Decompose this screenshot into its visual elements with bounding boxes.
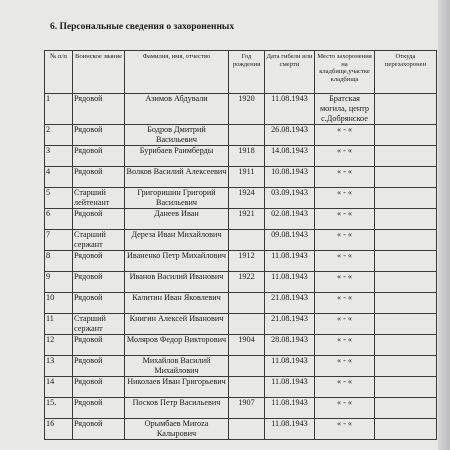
cell-year: 1907 bbox=[229, 398, 265, 419]
cell-num: 16 bbox=[45, 419, 73, 440]
cell-rank: Рядовой bbox=[73, 356, 125, 377]
cell-date: 11.08.1943 bbox=[265, 94, 315, 125]
cell-origin bbox=[375, 209, 437, 230]
cell-name: Азимов Абдували bbox=[125, 94, 229, 125]
cell-year: 1904 bbox=[229, 335, 265, 356]
cell-origin bbox=[375, 146, 437, 167]
cell-date: 11.08.1943 bbox=[265, 419, 315, 440]
cell-rank: Рядовой bbox=[73, 94, 125, 125]
table-row bbox=[45, 272, 437, 293]
cell-place: « - « bbox=[315, 293, 375, 314]
cell-rank: Рядовой bbox=[73, 125, 125, 146]
cell-rank: Старший лейтенант bbox=[73, 188, 125, 209]
cell-num: 3 bbox=[45, 146, 73, 167]
cell-origin bbox=[375, 314, 437, 335]
table-row bbox=[45, 356, 437, 377]
cell-place: « - « bbox=[315, 272, 375, 293]
table-row bbox=[45, 94, 437, 125]
cell-date: 28.08.1943 bbox=[265, 335, 315, 356]
cell-num: 8 bbox=[45, 251, 73, 272]
cell-year: 1911 bbox=[229, 167, 265, 188]
cell-num: 15. bbox=[45, 398, 73, 419]
table-row bbox=[45, 398, 437, 419]
cell-date: 09.08.1943 bbox=[265, 230, 315, 251]
table-row bbox=[45, 125, 437, 146]
cell-rank: Рядовой bbox=[73, 167, 125, 188]
cell-year bbox=[229, 314, 265, 335]
col-header-origin: Откуда перезахоронен bbox=[375, 51, 437, 94]
cell-date: 11.08.1943 bbox=[265, 356, 315, 377]
cell-rank: Старший сержант bbox=[73, 314, 125, 335]
cell-place: « - « bbox=[315, 209, 375, 230]
cell-year: 1912 bbox=[229, 251, 265, 272]
cell-num: 14 bbox=[45, 377, 73, 398]
table-row bbox=[45, 335, 437, 356]
table-row bbox=[45, 251, 437, 272]
cell-year: 1924 bbox=[229, 188, 265, 209]
cell-place: « - « bbox=[315, 251, 375, 272]
cell-date: 11.08.1943 bbox=[265, 251, 315, 272]
table-row bbox=[45, 314, 437, 335]
cell-origin bbox=[375, 188, 437, 209]
col-header-year: Год рождения bbox=[229, 51, 265, 94]
cell-num: 7 bbox=[45, 230, 73, 251]
cell-rank: Рядовой bbox=[73, 209, 125, 230]
cell-origin bbox=[375, 272, 437, 293]
cell-rank: Рядовой bbox=[73, 335, 125, 356]
cell-place: « - « bbox=[315, 377, 375, 398]
cell-date: 11.08.1943 bbox=[265, 377, 315, 398]
cell-name: Волков Василий Алексеевич bbox=[125, 167, 229, 188]
cell-origin bbox=[375, 356, 437, 377]
cell-place: « - « bbox=[315, 314, 375, 335]
cell-origin bbox=[375, 251, 437, 272]
cell-num: 12 bbox=[45, 335, 73, 356]
table-row bbox=[45, 146, 437, 167]
cell-num: 4 bbox=[45, 167, 73, 188]
cell-num: 9 bbox=[45, 272, 73, 293]
cell-date: 02.08.1943 bbox=[265, 209, 315, 230]
cell-num: 11 bbox=[45, 314, 73, 335]
cell-year bbox=[229, 230, 265, 251]
cell-year bbox=[229, 125, 265, 146]
cell-rank: Рядовой bbox=[73, 251, 125, 272]
cell-date: 03.09.1943 bbox=[265, 188, 315, 209]
cell-year bbox=[229, 377, 265, 398]
cell-origin bbox=[375, 94, 437, 125]
section-heading: 6. Персональные сведения о захороненных bbox=[50, 22, 235, 32]
cell-date: 10.08.1943 bbox=[265, 167, 315, 188]
cell-name: Калитин Иван Яковлевич bbox=[125, 293, 229, 314]
cell-rank: Рядовой bbox=[73, 146, 125, 167]
cell-name: Книгин Алексей Иванович bbox=[125, 314, 229, 335]
cell-place: « - « bbox=[315, 167, 375, 188]
cell-year: 1921 bbox=[229, 209, 265, 230]
cell-name: Иваненко Петр Михайлович bbox=[125, 251, 229, 272]
cell-place: Братская могила, центр с.Добрянское bbox=[315, 94, 375, 125]
table-row bbox=[45, 377, 437, 398]
cell-rank: Рядовой bbox=[73, 272, 125, 293]
cell-rank: Старший сержант bbox=[73, 230, 125, 251]
cell-date: 14.08.1943 bbox=[265, 146, 315, 167]
col-header-name: Фамилия, имя, отчество bbox=[125, 51, 229, 94]
table-row bbox=[45, 293, 437, 314]
burial-table bbox=[44, 50, 437, 440]
cell-origin bbox=[375, 230, 437, 251]
cell-rank: Рядовой bbox=[73, 419, 125, 440]
cell-rank: Рядовой bbox=[73, 293, 125, 314]
cell-num: 6 bbox=[45, 209, 73, 230]
cell-year bbox=[229, 293, 265, 314]
cell-num: 2 bbox=[45, 125, 73, 146]
cell-year: 1920 bbox=[229, 94, 265, 125]
cell-origin bbox=[375, 335, 437, 356]
cell-place: « - « bbox=[315, 398, 375, 419]
cell-origin bbox=[375, 167, 437, 188]
cell-year bbox=[229, 356, 265, 377]
cell-name: Дереза Иван Михайлович bbox=[125, 230, 229, 251]
cell-name: Бодров Дмитрий Васильевич bbox=[125, 125, 229, 146]
cell-rank: Рядовой bbox=[73, 377, 125, 398]
cell-name: Михайлов Василий Михайлович bbox=[125, 356, 229, 377]
cell-name: Моляров Федор Викторович bbox=[125, 335, 229, 356]
col-header-place: Место захоронения на кладбище,участке кладбища bbox=[315, 51, 375, 94]
cell-name: Николаев Иван Григорьевич bbox=[125, 377, 229, 398]
cell-name: Орымбаев Миroza Калырович bbox=[125, 419, 229, 440]
col-header-date: Дата гибели или смерти bbox=[265, 51, 315, 94]
cell-year: 1922 bbox=[229, 272, 265, 293]
cell-date: 11.08.1943 bbox=[265, 272, 315, 293]
cell-origin bbox=[375, 419, 437, 440]
cell-origin bbox=[375, 293, 437, 314]
table-row bbox=[45, 209, 437, 230]
cell-rank: Рядовой bbox=[73, 398, 125, 419]
cell-name: Посков Петр Васильевич bbox=[125, 398, 229, 419]
cell-date: 26.08.1943 bbox=[265, 125, 315, 146]
table-row bbox=[45, 419, 437, 440]
table-row bbox=[45, 188, 437, 209]
table-row bbox=[45, 167, 437, 188]
cell-place: « - « bbox=[315, 335, 375, 356]
cell-year: 1918 bbox=[229, 146, 265, 167]
cell-origin bbox=[375, 377, 437, 398]
cell-place: « - « bbox=[315, 356, 375, 377]
cell-place: « - « bbox=[315, 230, 375, 251]
table-row bbox=[45, 230, 437, 251]
cell-name: Иванов Василий Иванович bbox=[125, 272, 229, 293]
cell-date: 21.08.1943 bbox=[265, 293, 315, 314]
cell-name: Бурибаев Раимберды bbox=[125, 146, 229, 167]
cell-name: Григоришин Григорий Васильевич bbox=[125, 188, 229, 209]
cell-place: « - « bbox=[315, 419, 375, 440]
cell-year bbox=[229, 419, 265, 440]
cell-origin bbox=[375, 398, 437, 419]
desk-background bbox=[438, 0, 450, 450]
cell-num: 10 bbox=[45, 293, 73, 314]
table-header-row bbox=[45, 51, 437, 94]
cell-place: « - « bbox=[315, 125, 375, 146]
cell-num: 13 bbox=[45, 356, 73, 377]
cell-num: 1 bbox=[45, 94, 73, 125]
col-header-num: № п/п bbox=[45, 51, 73, 94]
col-header-rank: Воинское звание bbox=[73, 51, 125, 94]
cell-origin bbox=[375, 125, 437, 146]
cell-place: « - « bbox=[315, 188, 375, 209]
cell-date: 21.08.1943 bbox=[265, 314, 315, 335]
cell-num: 5 bbox=[45, 188, 73, 209]
cell-place: « - « bbox=[315, 146, 375, 167]
cell-date: 11.08.1943 bbox=[265, 398, 315, 419]
cell-name: Данеев Иван bbox=[125, 209, 229, 230]
